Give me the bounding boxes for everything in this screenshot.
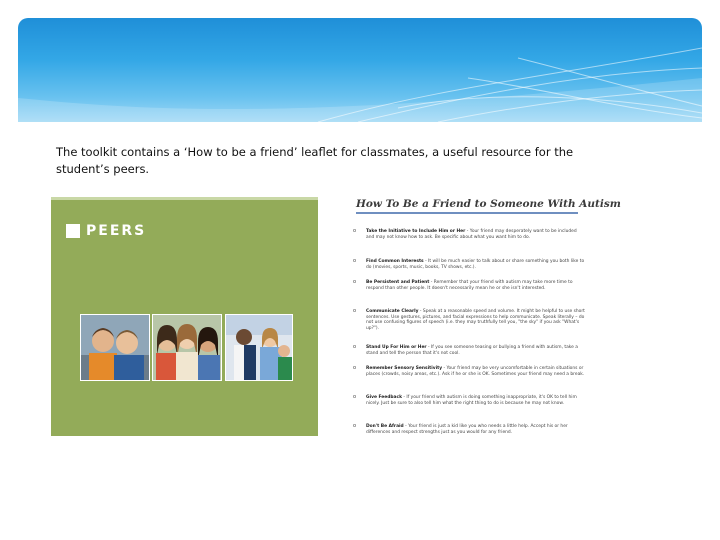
bullet: o [353,365,357,371]
item-heading: Give Feedback [366,395,403,400]
bullet: o [353,258,357,264]
item-text: - Speak at a reasonable speed and volume. It might be helpful to use short sentences. Use gestures, pictures, and facial expressions to help communicate. Speak literally – do not use confusing figures of speech (i.e. they may truthfully tell you, "the sky" if you ask "What's up?"). [366,309,585,331]
item-heading: Remember Sensory Sensitivity [366,366,443,371]
peers-heading [66,223,146,239]
item-heading: Take the Initiative to Include Him or Her [366,229,466,234]
square-icon [66,224,80,238]
bullet: o [353,423,357,429]
item-heading: Stand Up For Him or Her [366,345,427,350]
slide-caption: The toolkit contains a ‘How to be a friend’ leaflet for classmates, a useful resource for the student’s peers. [56,145,574,176]
item-text: - Your friend may desperately want to be included and may not know how to ask. Be specific about what you want him to do. [366,229,577,240]
item-heading: Find Common Interests [366,259,424,264]
wave-decoration [18,18,702,122]
friend-leaflet [350,195,621,450]
cover-top-line [51,197,318,200]
peers-label: PEERS [86,223,147,239]
leaflet-title: How To Be a Friend to Someone With Autism [356,198,621,210]
bullet: o [353,279,357,285]
bullet: o [353,344,357,350]
item-text: - It will be much easier to talk about or share something you both like to do (movies, sports, music, books, TV shows, etc.). [366,259,585,270]
bullet: o [353,394,357,400]
title-underline [356,212,578,214]
photo-boys [80,314,150,381]
item-text: - If your friend with autism is doing something inappropriate, it's OK to tell him nicely. Just be sure to also tell him what the right thing to do is because he may not know. [366,395,577,406]
item-text: - If you see someone teasing or bullying a friend with autism, take a stand and tell the person that it's not cool. [366,345,578,356]
bullet: o [353,228,357,234]
photo-girls [152,314,222,381]
item-heading: Don't Be Afraid [366,424,404,429]
bullet: o [353,308,357,314]
item-text: - Remember that your friend with autism may take more time to respond than other people. It doesn't necessarily mean he or she isn't interested. [366,280,573,291]
header-banner [18,18,702,122]
item-heading: Be Persistent and Patient [366,280,430,285]
item-text: - Your friend is just a kid like you who needs a little help. Accept his or her differences and respect strengths just as you would for any friend. [366,424,568,435]
item-heading: Communicate Clearly [366,309,419,314]
photo-group [225,314,293,381]
peers-cover-image [51,197,318,436]
item-text: - Your friend may be very uncomfortable in certain situations or places (crowds, noisy areas, etc.). Ask if he or she is OK. Sometimes your friend may need a break. [366,366,585,377]
